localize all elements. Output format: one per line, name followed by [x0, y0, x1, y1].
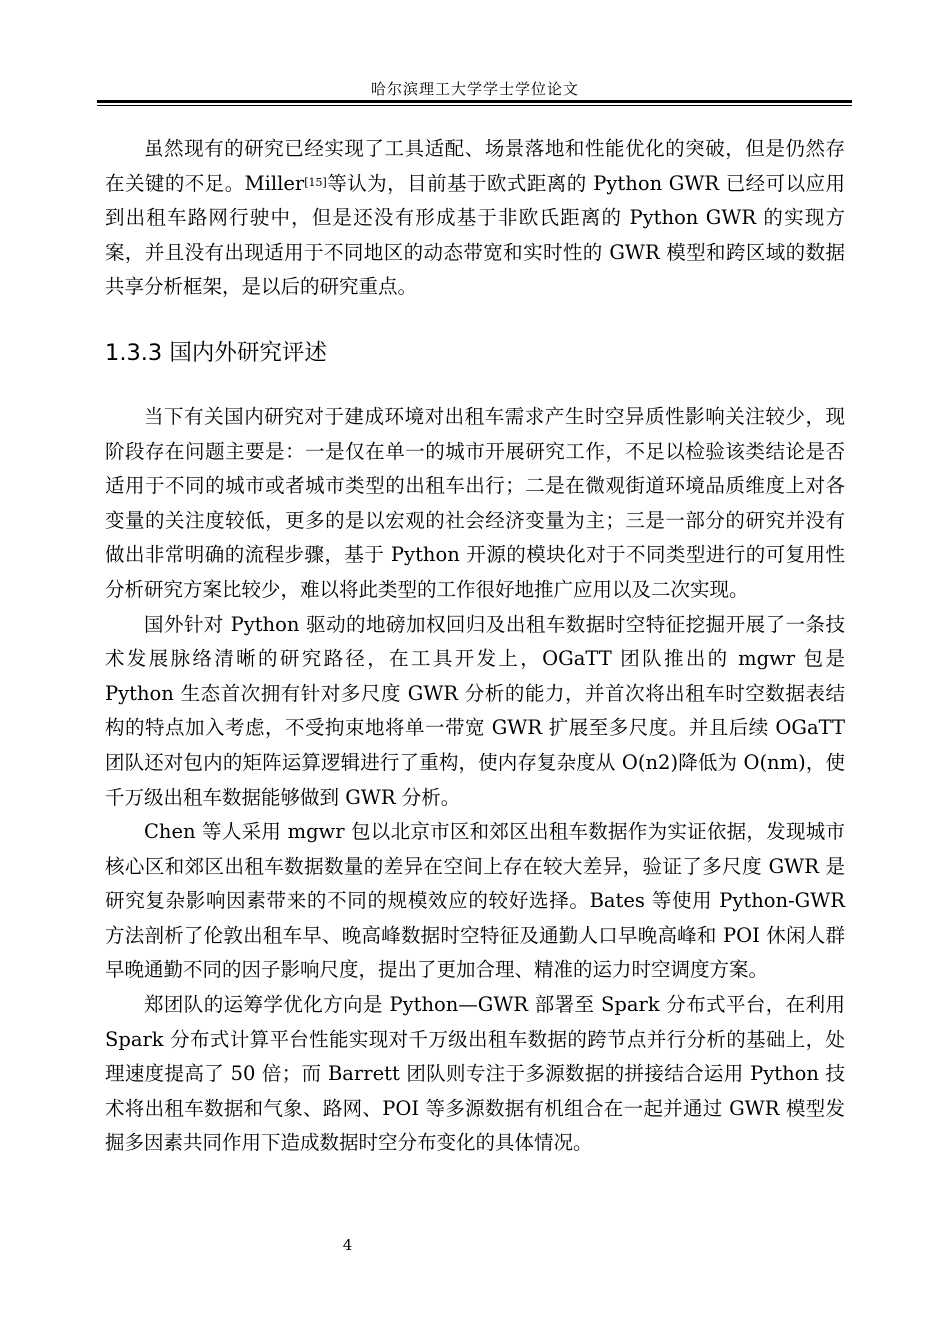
body-paragraph: 当下有关国内研究对于建成环境对出租车需求产生时空异质性影响关注较少，现阶段存在问题主要是：一是仅在单一的城市开展研究工作，不足以检验该类结论是否适用于不同的城市或者城市类型的出租车出行；二是在微观街道环境品质维度上对各变量的关注度较低，更多的是以宏观的社会经济变量为主；三是一部分的研究并没有做出非常明确的流程步骤，基于 Python 开源的模块化对于不同类型进行的可复用性分析研究方案比较少，难以将此类型的工作很好地推广应用以及二次实现。 — [105, 404, 845, 601]
paragraph-text: 虽然现有的研究已经实现了工具适配、场景落地和性能优化的突破，但是仍然存在关键的不足。Miller — [105, 137, 845, 195]
body-paragraph: Chen 等人采用 mgwr 包以北京市区和郊区出租车数据作为实证依据，发现城市核心区和郊区出租车数据数量的差异在空间上存在较大差异，验证了多尺度 GWR 是研究复杂影响因素带来的不同的规模效应的较好选择。Bates 等使用 Python-GWR 方法剖析了伦敦出租车早、晚高峰数据时空特征及通勤人口早晚高峰和 POI 休闲人群早晚通勤不同的因子影响尺度，提出了更加合理、精准的运力时空调度方案。 — [105, 820, 845, 982]
running-header-title: 哈尔滨理工大学学士学位论文 — [370, 80, 579, 98]
body-paragraph — [105, 132, 845, 305]
page-number: 4 — [342, 1236, 353, 1254]
header-rule-thick — [97, 100, 852, 103]
body-paragraph: 国外针对 Python 驱动的地磅加权回归及出租车数据时空特征挖掘开展了一条技术发展脉络清晰的研究路径，在工具开发上，OGaTT 团队推出的 mgwr 包是 Python 生态首次拥有针对多尺度 GWR 分析的能力，并首次将出租车时空数据表结构的特点加入考虑，不受拘束地将单一带宽 GWR 扩展至多尺度。并且后续 OGaTT 团队还对包内的矩阵运算逻辑进行了重构，使内存复杂度从 O(n2)降低为 O(nm)，使千万级出租车数据能够做到 GWR 分析。 — [105, 612, 845, 809]
paragraph-text: 等认为，目前基于欧式距离的 Python GWR 已经可以应用到出租车路网行驶中，但是还没有形成基于非欧氏距离的 Python GWR 的实现方案，并且没有出现适用于不同地区的动态带宽和实时性的 GWR 模型和跨区域的数据共享分析框架，是以后的研究重点。 — [105, 171, 845, 299]
section-heading: 1.3.3 国内外研究评述 — [105, 339, 327, 366]
body-paragraph: 郑团队的运筹学优化方向是 Python—GWR 部署至 Spark 分布式平台，在利用 Spark 分布式计算平台性能实现对千万级出租车数据的跨节点并行分析的基础上，处理速度提高了 50 倍；而 Barrett 团队则专注于多源数据的拼接结合运用 Python 技术将出租车数据和气象、路网、POI 等多源数据有机组合在一起并通过 GWR 模型发掘多因素共同作用下造成数据时空分布变化的具体情况。 — [105, 993, 845, 1155]
page-body — [105, 132, 845, 1161]
citation-superscript: [15] — [304, 175, 327, 189]
header-rule-thin — [97, 105, 852, 106]
